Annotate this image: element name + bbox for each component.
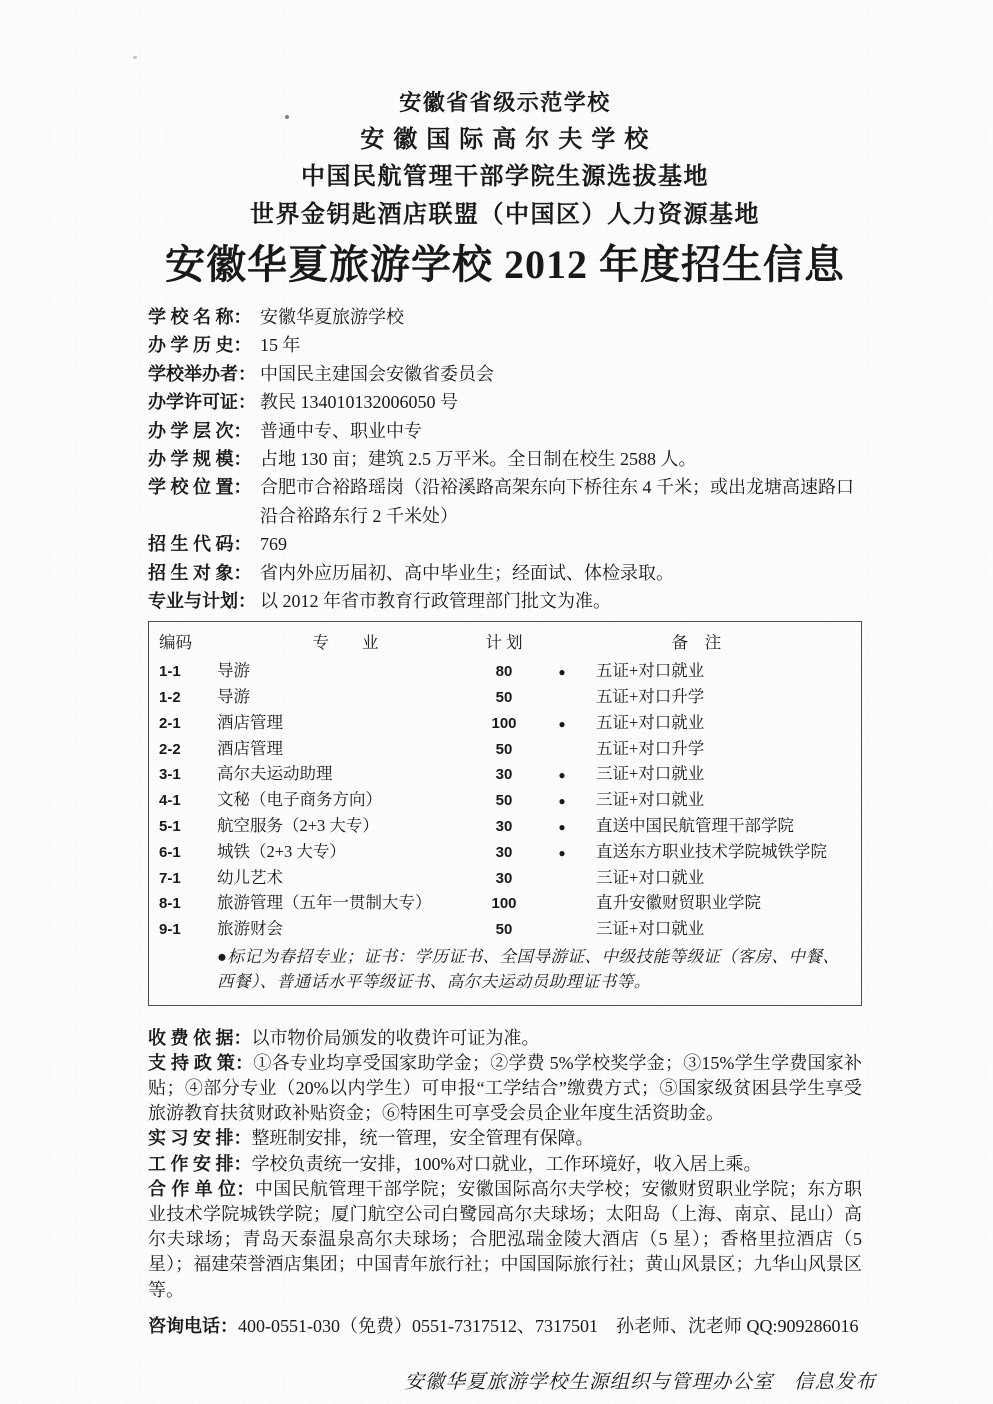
cell-plan: 50 (495, 689, 513, 707)
header-cell-plan: 计 划 (485, 633, 523, 653)
header-cell-major: 专 业 (312, 633, 379, 653)
info-row (148, 331, 862, 359)
cell-plan: 80 (495, 663, 513, 681)
table-footnote: ●标记为春招专业；证书：学历证书、全国导游证、中级技能等级证（客房、中餐、西餐）、普通话水平等级证书、高尔夫运动员助理证书等。 (217, 947, 840, 991)
policy-paragraph (148, 1152, 862, 1177)
cell-major: 旅游管理（五年一贯制大专） (217, 893, 432, 913)
school-info-section (148, 303, 862, 615)
spring-enrollment-dot: ● (558, 845, 566, 860)
cell-major: 旅游财会 (217, 919, 283, 939)
policy-label: 实 习 安 排： (148, 1128, 252, 1149)
table-row (159, 788, 855, 814)
cell-major: 高尔夫运动助理 (217, 764, 333, 784)
spring-enrollment-dot: ● (558, 665, 566, 680)
info-value: 普通中专、职业中专 (260, 420, 422, 441)
spring-enrollment-dot: ● (558, 768, 566, 783)
policy-paragraph (148, 1026, 862, 1051)
banner-line-golf-school: 安 徽 国 际 高 尔 夫 学 校 (360, 126, 650, 153)
info-row (148, 388, 862, 416)
table-row (159, 659, 855, 685)
info-value: 合肥市合裕路瑶岗（沿裕溪路高架东向下桥往东 4 千米；或出龙塘高速路口沿合裕路东行 2 千米处） (260, 477, 854, 526)
policy-value: 以市物价局颁发的收费许可证为准。 (251, 1027, 540, 1048)
table-row (159, 917, 855, 943)
banner-line-golden-key-base: 世界金钥匙酒店联盟（中国区）人力资源基地 (250, 201, 760, 228)
info-label: 办 学 规 模： (148, 449, 252, 470)
info-value: 教民 134010132006050 号 (260, 392, 458, 413)
cell-major: 导游 (217, 661, 250, 681)
policy-value: 整班制安排，统一管理，安全管理有保障。 (251, 1128, 594, 1149)
cell-code: 1-2 (159, 689, 181, 707)
cell-major: 幼儿艺术 (217, 867, 283, 887)
cell-remark: 五证+对口升学 (596, 687, 705, 707)
cell-major: 导游 (217, 687, 250, 707)
cell-remark: 三证+对口就业 (596, 867, 705, 887)
issuer-footer: 安徽华夏旅游学校生源组织与管理办公室 信息发布 (404, 1371, 876, 1393)
cell-code: 1-1 (159, 663, 181, 681)
policy-paragraph (148, 1177, 862, 1303)
cell-remark: 五证+对口就业 (596, 712, 705, 732)
cell-plan: 30 (495, 843, 513, 861)
cell-major: 航空服务（2+3 大专） (217, 816, 379, 836)
cell-plan: 30 (495, 869, 513, 887)
policy-label: 合 作 单 位： (148, 1178, 255, 1199)
cell-remark: 五证+对口升学 (596, 738, 705, 758)
cell-plan: 50 (495, 740, 513, 758)
banner-line-caac-base: 中国民航管理干部学院生源选拔基地 (301, 164, 709, 190)
policy-value: 学校负责统一安排，100%对口就业，工作环境好，收入居上乘。 (251, 1153, 762, 1174)
spring-enrollment-dot: ● (558, 820, 566, 835)
cell-major: 文秘（电子商务方向） (217, 790, 382, 810)
header-cell-code: 编码 (159, 633, 192, 653)
table-row (159, 737, 855, 763)
cell-remark: 直送东方职业技术学院城铁学院 (596, 841, 827, 861)
header-banner (148, 84, 862, 288)
table-row (159, 685, 855, 711)
policy-value: ①各专业均享受国家助学金；②学费 5%学校奖学金；③15%学生学费国家补贴；④部分专业（20%以内学生）可申报“工学结合”缴费方式；⑤国家级贫困县学生享受旅游教育扶贫财政补贴资金；⑥特困生可享受会员企业年度生活资助金。 (148, 1052, 862, 1124)
policy-value: 中国民航管理干部学院；安徽国际高尔夫学校；安徽财贸职业学院；东方职业技术学院城铁学院；厦门航空公司白鹭园高尔夫球场；太阳岛（上海、南京、昆山）高尔夫球场；青岛天泰温泉高尔夫球场；合肥泓瑞金陵大酒店（5 星）；香格里拉酒店（5 星）；福建荣誉酒店集团；中国青年旅行社；中国国际旅行社；黄山风景区；九华山风景区等。 (148, 1178, 863, 1300)
cell-major: 酒店管理 (217, 712, 283, 732)
cell-code: 2-2 (159, 740, 181, 758)
cell-remark: 直升安徽财贸职业学院 (596, 893, 761, 913)
info-row (148, 360, 862, 388)
info-value: 769 (260, 534, 287, 555)
banner-line-provincial-model-school: 安徽省省级示范学校 (399, 90, 611, 115)
cell-plan: 100 (491, 714, 517, 732)
policy-paragraph (148, 1126, 862, 1151)
cell-remark: 五证+对口就业 (596, 661, 705, 681)
info-label: 招 生 对 象： (148, 562, 252, 583)
table-row (159, 814, 855, 840)
cell-code: 8-1 (159, 895, 181, 913)
policy-paragraph (148, 1051, 862, 1127)
cell-code: 5-1 (159, 818, 181, 836)
spring-enrollment-dot: ● (558, 794, 566, 809)
info-row (148, 473, 862, 530)
table-row (159, 711, 855, 737)
cell-remark: 三证+对口就业 (596, 790, 705, 810)
info-label: 办 学 层 次： (148, 420, 252, 441)
info-label: 专业与计划： (148, 591, 256, 612)
cell-plan: 30 (495, 766, 513, 784)
cell-code: 3-1 (159, 766, 181, 784)
cell-code: 4-1 (159, 792, 181, 810)
cell-plan: 30 (495, 818, 513, 836)
policies-section (148, 1026, 862, 1303)
info-row (148, 587, 862, 615)
enrollment-plan-table (148, 621, 862, 1005)
info-label: 办学许可证： (148, 392, 256, 413)
cell-remark: 三证+对口就业 (596, 764, 705, 784)
table-row (159, 840, 855, 866)
info-value: 占地 130 亩；建筑 2.5 万平米。全日制在校生 2588 人。 (260, 449, 697, 470)
info-row (148, 417, 862, 445)
contact-value: 400-0551-030（免费）0551-7317512、7317501 孙老师、沈老师 QQ:909286016 (238, 1315, 859, 1336)
info-value: 15 年 (260, 335, 301, 356)
cell-major: 城铁（2+3 大专） (217, 841, 346, 861)
cell-plan: 50 (495, 921, 513, 939)
info-label: 学 校 名 称： (148, 307, 252, 327)
scan-speck-artifact (133, 56, 137, 59)
table-body (159, 659, 855, 943)
info-value: 中国民主建国会安徽省委员会 (260, 363, 494, 384)
cell-plan: 50 (495, 792, 513, 810)
info-label: 招 生 代 码： (148, 534, 252, 555)
info-label: 学 校 位 置： (148, 477, 252, 498)
table-row (159, 866, 855, 892)
page-title: 安徽华夏旅游学校 2012 年度招生信息 (165, 242, 845, 287)
cell-code: 7-1 (159, 869, 181, 887)
cell-code: 9-1 (159, 921, 181, 939)
info-row (148, 303, 862, 331)
info-value: 以 2012 年省市教育行政管理部门批文为准。 (260, 591, 611, 612)
cell-remark: 直送中国民航管理干部学院 (596, 816, 794, 836)
info-label: 学校举办者： (148, 363, 256, 384)
contact-label: 咨询电话： (148, 1315, 238, 1336)
policy-label: 工 作 安 排： (148, 1153, 252, 1174)
info-row (148, 530, 862, 558)
cell-plan: 100 (491, 895, 517, 913)
document-content (148, 84, 876, 1394)
contact-line (148, 1314, 862, 1339)
header-cell-remark: 备 注 (671, 633, 722, 653)
info-label: 办 学 历 史： (148, 335, 252, 356)
policy-label: 收 费 依 据： (148, 1027, 252, 1048)
info-value: 安徽华夏旅游学校 (260, 307, 404, 327)
cell-code: 6-1 (159, 843, 181, 861)
table-row (159, 891, 855, 917)
cell-major: 酒店管理 (217, 738, 283, 758)
info-row (148, 559, 862, 587)
info-value: 省内外应历届初、高中毕业生；经面试、体检录取。 (260, 562, 674, 583)
cell-remark: 三证+对口就业 (596, 919, 705, 939)
info-row (148, 445, 862, 473)
table-header-row (159, 631, 855, 656)
spring-enrollment-dot: ● (558, 716, 566, 731)
table-row (159, 762, 855, 788)
policy-label: 支 持 政 策： (148, 1052, 254, 1073)
cell-code: 2-1 (159, 714, 181, 732)
